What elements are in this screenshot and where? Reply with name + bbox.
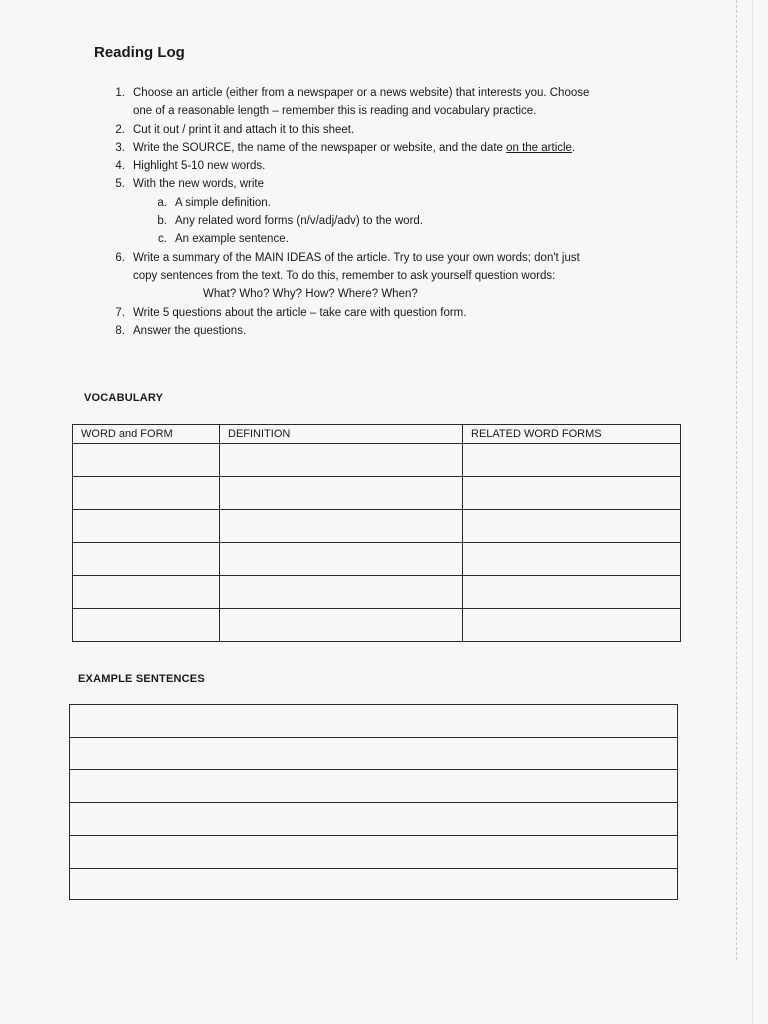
writing-line[interactable] [70, 835, 677, 836]
related-forms-cell[interactable] [463, 477, 681, 510]
sub-item-text: An example sentence. [175, 233, 289, 246]
example-sentences-box [69, 704, 678, 900]
word-cell[interactable] [73, 477, 220, 510]
item-number: 5. [115, 178, 125, 191]
item-text: Highlight 5-10 new words. [133, 160, 266, 173]
related-forms-cell[interactable] [463, 510, 681, 543]
item-number: 3. [115, 141, 125, 154]
column-header-definition: DEFINITION [220, 425, 463, 444]
related-forms-cell[interactable] [463, 609, 681, 642]
table-row [73, 477, 681, 510]
related-forms-cell[interactable] [463, 444, 681, 477]
instruction-item [105, 322, 665, 340]
sub-item [105, 212, 665, 230]
instruction-item [105, 304, 665, 322]
word-cell[interactable] [73, 510, 220, 543]
item-text: With the new words, write [133, 178, 265, 191]
related-forms-cell[interactable] [463, 543, 681, 576]
column-header-related-forms: RELATED WORD FORMS [463, 425, 681, 444]
scan-edge-mark [736, 0, 739, 960]
sub-item [105, 230, 665, 248]
item-text: Choose an article (either from a newspaper or a news website) that interests you. Choose [133, 87, 590, 99]
item-text-start: Write the SOURCE, the name of the newspaper or website, and the date [133, 141, 507, 154]
item-text [133, 139, 665, 157]
related-forms-cell[interactable] [463, 576, 681, 609]
writing-line[interactable] [70, 802, 677, 803]
instruction-item [105, 84, 665, 121]
item-text-end: . [571, 141, 576, 154]
definition-cell[interactable] [220, 543, 463, 576]
column-header-word-form: WORD and FORM [73, 425, 220, 444]
word-cell[interactable] [73, 609, 220, 642]
word-cell[interactable] [73, 543, 220, 576]
vocabulary-heading: VOCABULARY [84, 392, 164, 404]
item-number: 4. [115, 160, 125, 173]
vocabulary-table [72, 424, 681, 642]
table-row [73, 543, 681, 576]
example-sentences-heading: EXAMPLE SENTENCES [78, 673, 205, 685]
table-row [73, 609, 681, 642]
sub-item-text: Any related word forms (n/v/adj/adv) to the word. [175, 215, 423, 228]
item-number: 6. [115, 251, 125, 264]
item-number: 8. [115, 324, 125, 337]
word-cell[interactable] [73, 576, 220, 609]
table-row [73, 510, 681, 543]
page-title: Reading Log [94, 44, 185, 61]
definition-cell[interactable] [220, 576, 463, 609]
instruction-item [105, 121, 665, 139]
definition-cell[interactable] [220, 609, 463, 642]
instruction-item [105, 157, 665, 175]
item-text: Write 5 questions about the article – take care with question form. [133, 306, 467, 319]
item-number: 7. [115, 306, 125, 319]
item-text: Answer the questions. [133, 324, 247, 337]
instruction-item [105, 249, 665, 304]
writing-line[interactable] [70, 868, 677, 869]
item-text-continued: one of a reasonable length – remember this is reading and vocabulary practice. [133, 105, 537, 118]
sub-item-letter: b. [157, 215, 167, 228]
sub-item-letter: a. [157, 196, 167, 209]
sub-item-text: A simple definition. [175, 196, 271, 209]
item-text-continued: copy sentences from the text. To do this, remember to ask yourself question words: [133, 269, 556, 282]
definition-cell[interactable] [220, 444, 463, 477]
item-text: Write a summary of the MAIN IDEAS of the article. Try to use your own words; don't just [133, 251, 580, 264]
writing-line[interactable] [70, 737, 677, 738]
instruction-item [105, 175, 665, 193]
table-row [73, 576, 681, 609]
word-cell[interactable] [73, 444, 220, 477]
definition-cell[interactable] [220, 510, 463, 543]
table-header-row [73, 425, 681, 444]
sub-item [105, 194, 665, 212]
item-number: 2. [115, 123, 125, 136]
question-words: What? Who? Why? How? Where? When? [203, 288, 418, 301]
underlined-phrase: on the article [506, 141, 572, 154]
writing-line[interactable] [70, 769, 677, 770]
item-number: 1. [115, 87, 125, 99]
scan-edge-line [752, 0, 753, 1024]
instruction-item [105, 139, 665, 157]
table-row [73, 444, 681, 477]
definition-cell[interactable] [220, 477, 463, 510]
instruction-list [105, 84, 665, 340]
item-text: Cut it out / print it and attach it to this sheet. [133, 123, 355, 136]
sub-item-letter: c. [158, 233, 167, 246]
